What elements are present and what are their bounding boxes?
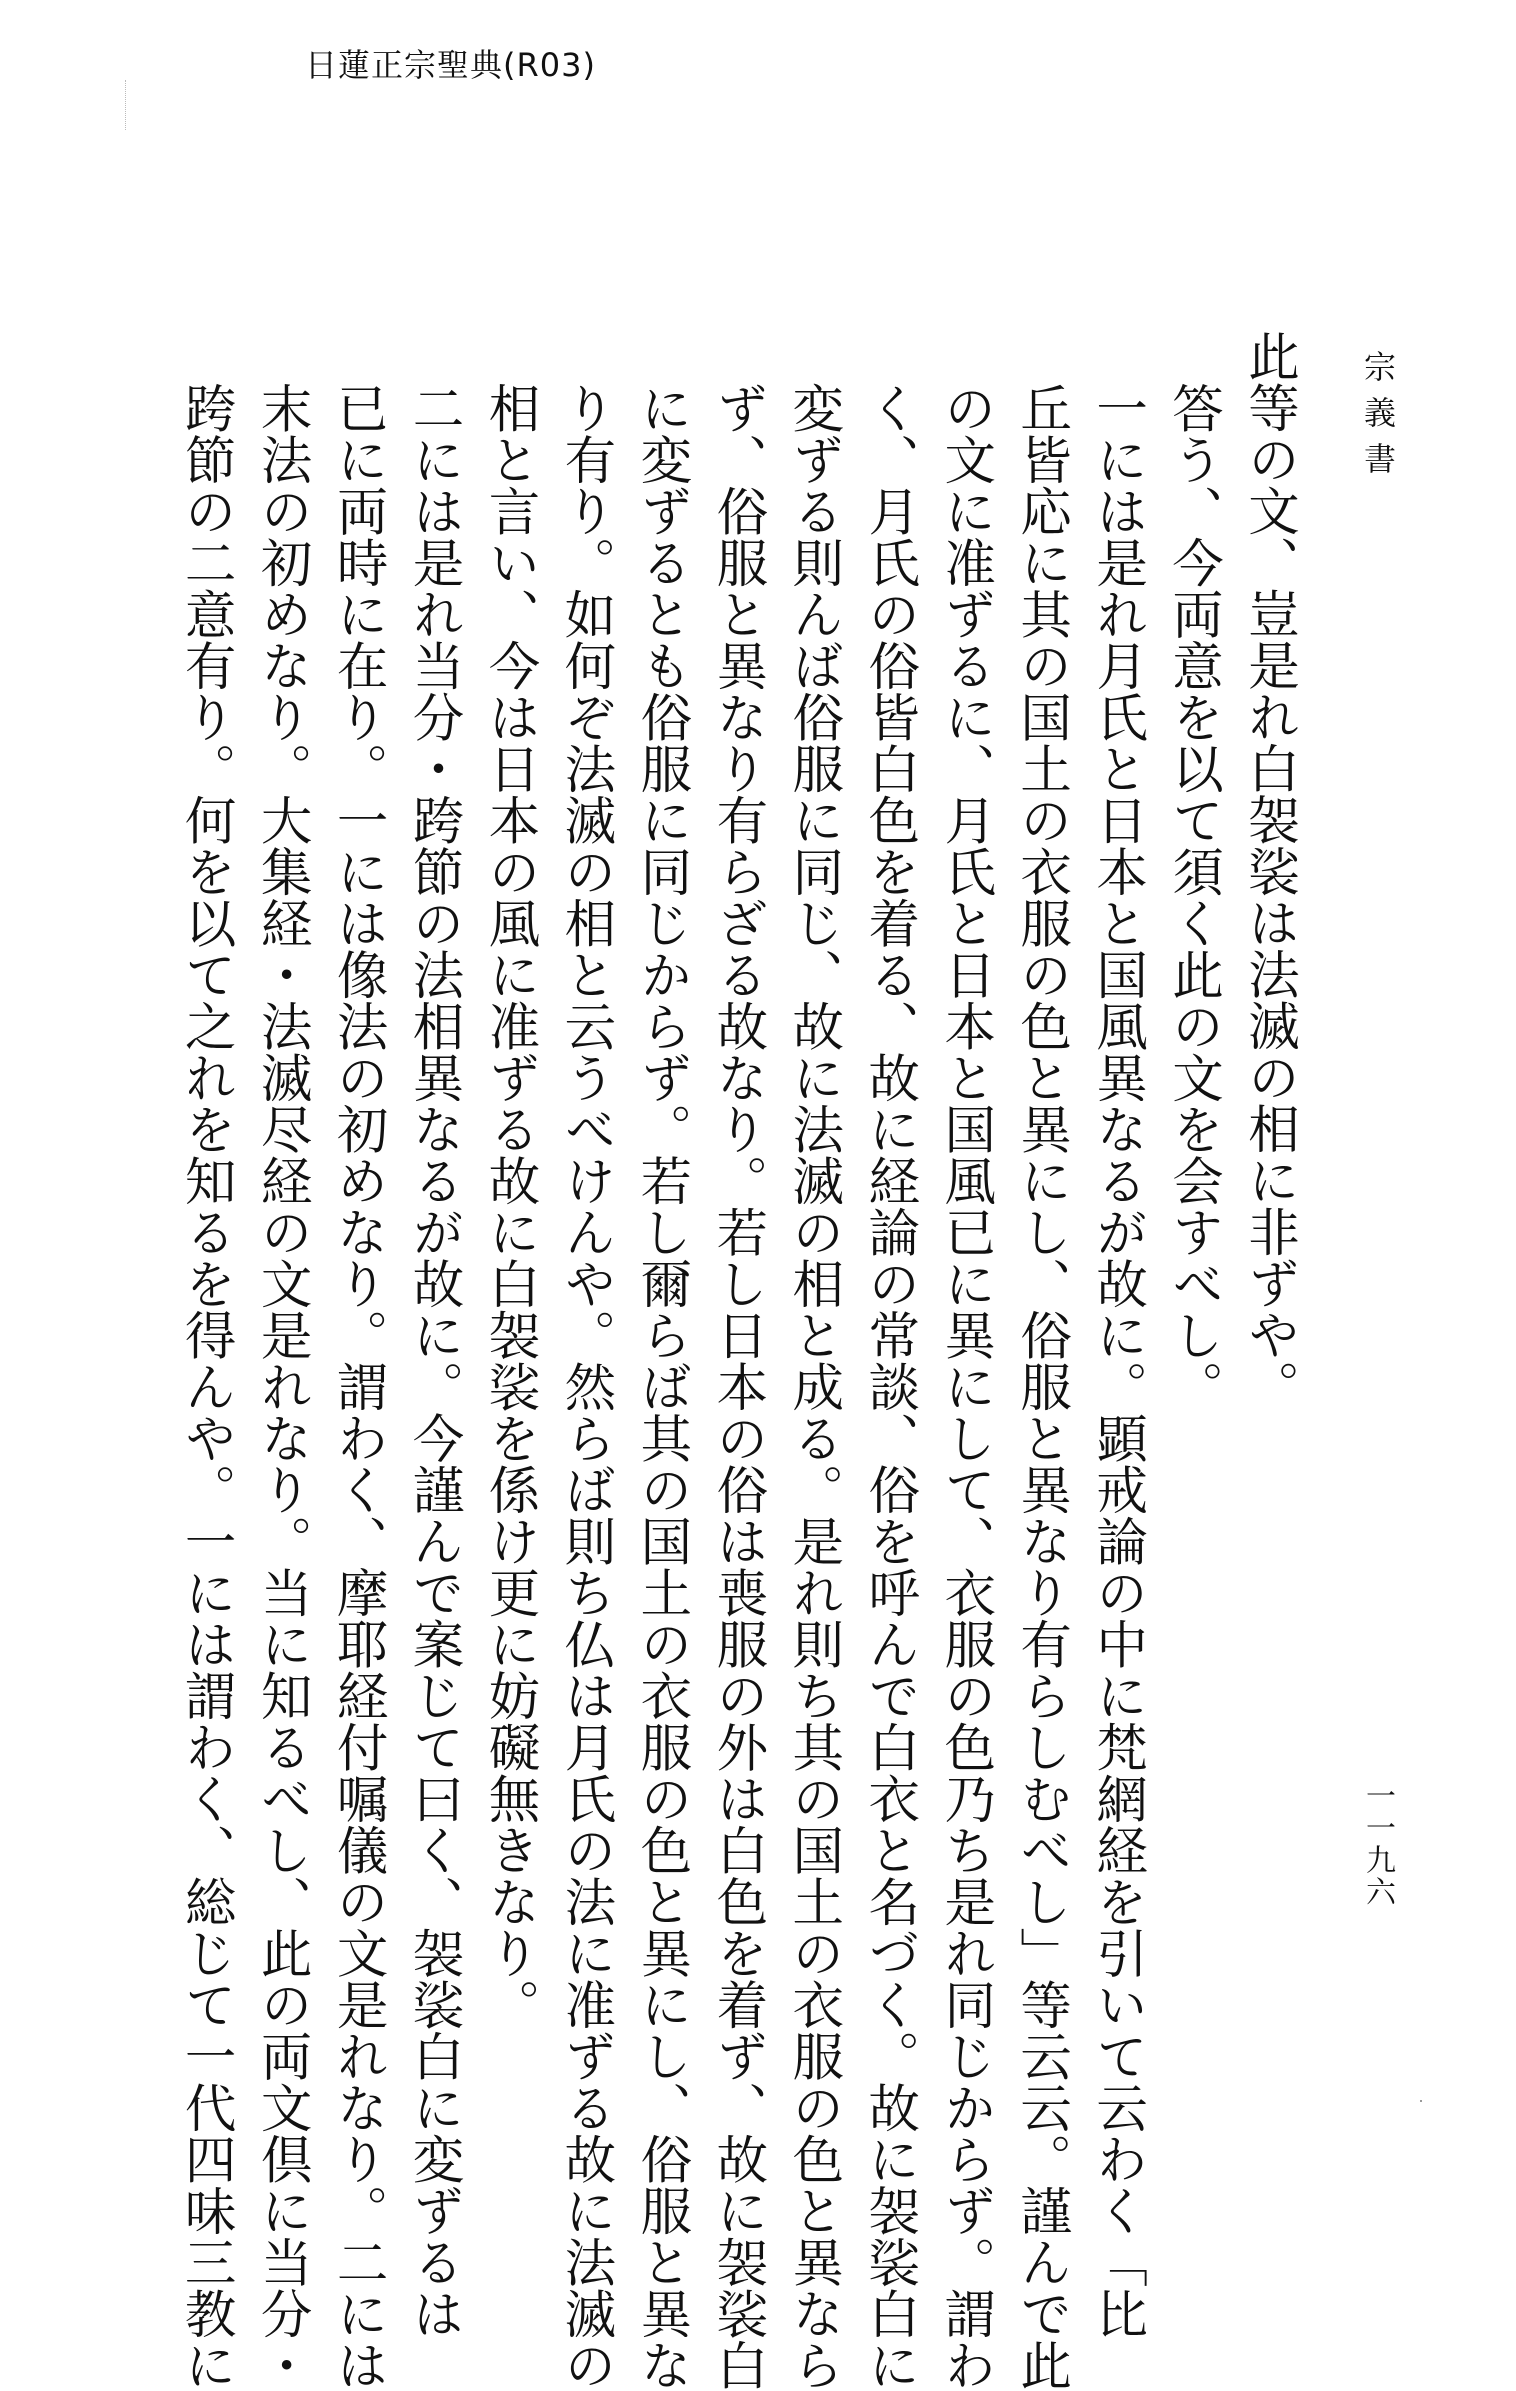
section-label: 宗義書 <box>1359 350 1397 488</box>
paragraph-3: 一には是れ月氏と日本と国風異なるが故に。顕戒論の中に梵網経を引いて云わく「比 丘皆応に其の国土の衣服の色と異にし、俗服と異なり有らしむべし」等云云。謹んで此 の文に准ずるに、月氏と日本と国風已に異にして、衣服の色乃ち是れ同じからず。謂わ く、月氏の俗皆白色を着る、故に経論の常談、俗を呼んで白衣と名づく。故に袈裟白に 変ずる則んば俗服に同じ、故に法滅の相と成る。是れ則ち其の国土の衣服の色と異なら ず、俗服と異なり有らざる故なり。若し日本の俗は喪服の外は白色を着ず、故に袈裟白 に変ずるとも俗服に同じからず。若し爾らば其の国土の衣服の色と異にし、俗服と異な り有り。如何ぞ法滅の相と云うべけんや。然らば則ち仏は月氏の法に准ずる故に法滅の 相と言い、今は日本の風に准ずる故に白袈裟を係け更に妨礙無きなり。 <box>479 382 1148 2391</box>
body-text <box>175 330 1306 2391</box>
paragraph-1: 此等の文、豈是れ白袈裟は法滅の相に非ずや。 <box>1239 330 1299 1412</box>
document-header-title: 日蓮正宗聖典(R03) <box>305 46 596 84</box>
corner-mark <box>1420 2100 1422 2102</box>
paragraph-2: 答う、今両意を以て須く此の文を会すべし。 <box>1163 382 1224 1412</box>
page-number: 一一九六 <box>1360 1780 1395 1908</box>
paragraph-4: 二には是れ当分・跨節の法相異なるが故に。今謹んで案じて曰く、袈裟白に変ずるは 已に両時に在り。一には像法の初めなり。謂わく、摩耶経付嘱儀の文是れなり。二には 末法の初めなり。大集経・法滅尽経の文是れなり。当に知るべし、此の両文倶に当分・ 跨節の二意有り。何を以て之れを知るを得んや。一には謂わく、総じて一代四味三教に <box>175 382 464 2391</box>
margin-dots <box>125 80 128 130</box>
